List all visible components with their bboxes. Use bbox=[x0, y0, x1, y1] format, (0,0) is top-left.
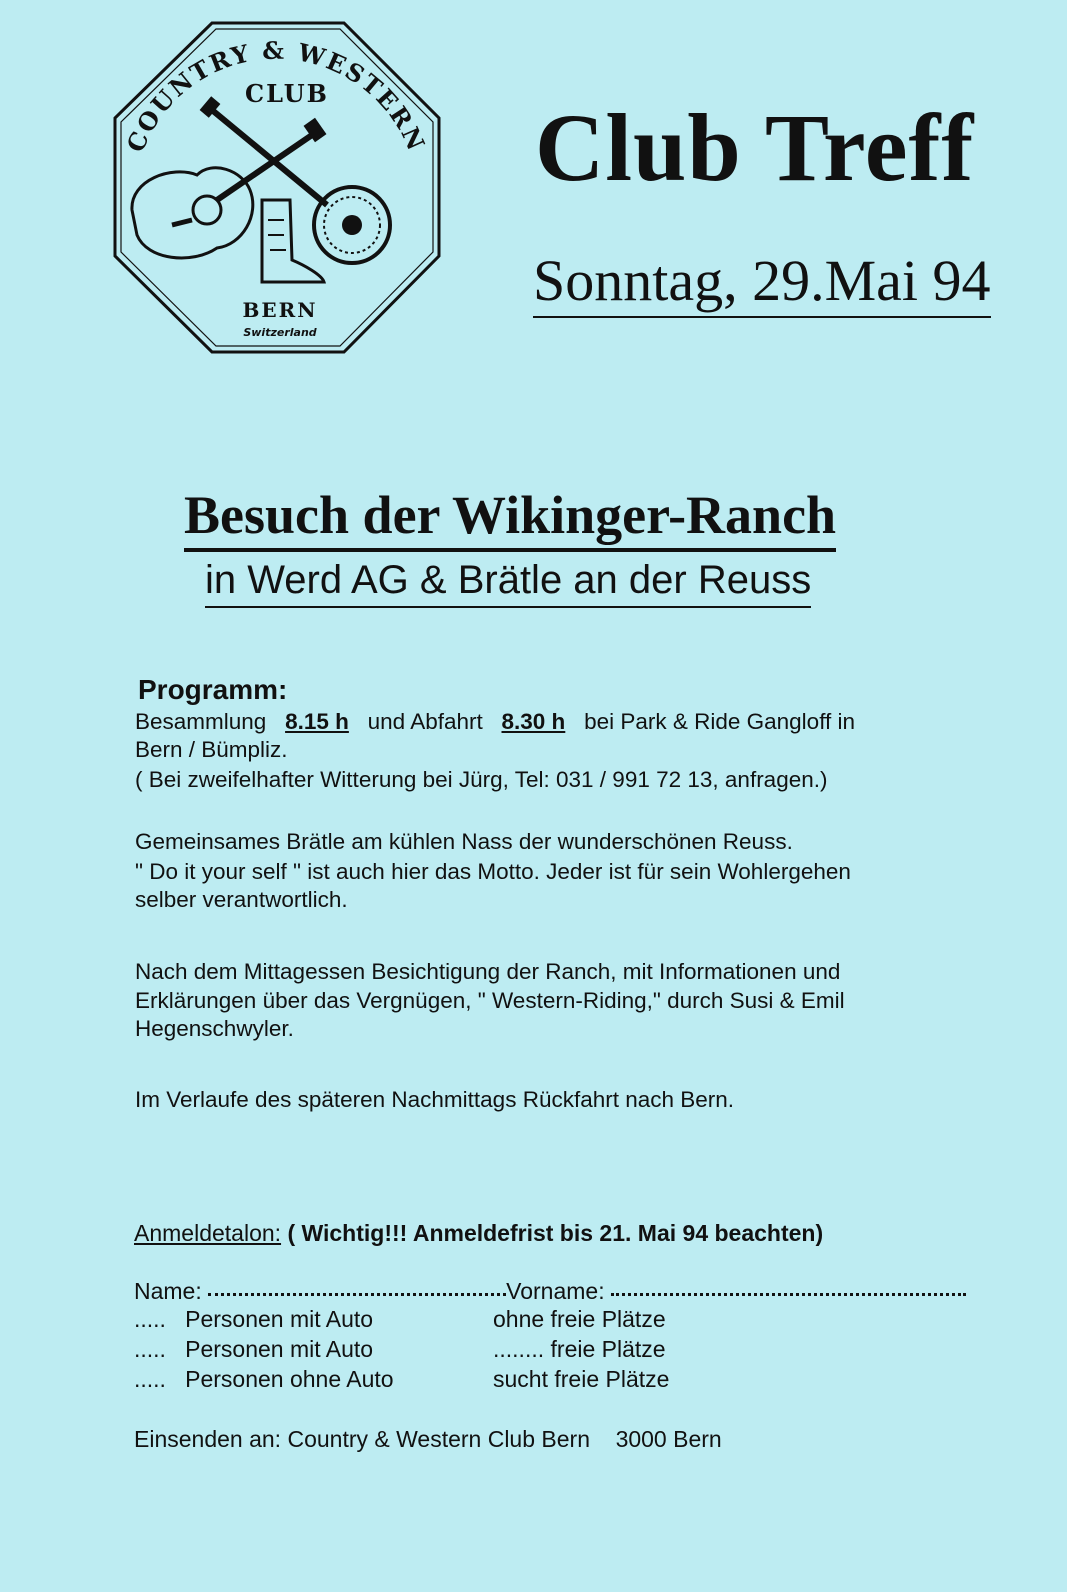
name-label: Name: bbox=[134, 1278, 202, 1304]
option-row-3: ..... Personen ohne Auto bbox=[134, 1366, 394, 1392]
send-to: Einsenden an: Country & Western Club Bern 3000 Bern bbox=[134, 1426, 722, 1452]
svg-text:Switzerland: Switzerland bbox=[243, 326, 317, 339]
count-field[interactable]: ..... bbox=[134, 1366, 166, 1392]
event-subtitle: in Werd AG & Brätle an der Reuss bbox=[205, 556, 811, 608]
registration-heading: Anmeldetalon: ( Wichtig!!! Anmeldefrist bis 21. Mai 94 beachten) bbox=[134, 1220, 824, 1246]
svg-text:BERN: BERN bbox=[242, 298, 318, 322]
deadline-notice: ( Wichtig!!! Anmeldefrist bis 21. Mai 94 beachten) bbox=[287, 1220, 824, 1246]
program-line-2: Bern / Bümpliz. bbox=[135, 737, 288, 762]
logo-octagon-icon bbox=[112, 20, 442, 355]
name-field[interactable] bbox=[208, 1293, 506, 1296]
program-heading: Programm: bbox=[138, 674, 288, 705]
count-field[interactable]: ..... bbox=[134, 1336, 166, 1362]
program-line-1: Besammlung 8.15 h und Abfahrt 8.30 h bei Park & Ride Gangloff in bbox=[135, 709, 856, 734]
seats-field[interactable]: ........ bbox=[493, 1336, 545, 1362]
paragraph-2-line-3: selber verantwortlich. bbox=[135, 887, 348, 912]
option-row-1: ..... Personen mit Auto bbox=[134, 1306, 374, 1332]
paragraph-4: Im Verlaufe des späteren Nachmittags Rückfahrt nach Bern. bbox=[135, 1087, 735, 1112]
guitar-icon bbox=[132, 118, 327, 258]
club-logo bbox=[112, 20, 442, 355]
event-title: Besuch der Wikinger-Ranch bbox=[184, 484, 836, 552]
vorname-field[interactable] bbox=[611, 1293, 966, 1296]
meeting-time: 8.15 h bbox=[285, 709, 349, 734]
option-row-3-right: sucht freie Plätze bbox=[493, 1366, 670, 1392]
paragraph-3-line-2: Erklärungen über das Vergnügen, " Western-Riding," durch Susi & Emil bbox=[135, 988, 845, 1013]
program-line-3: ( Bei zweifelhafter Witterung bei Jürg, Tel: 031 / 991 72 13, anfragen.) bbox=[135, 767, 828, 792]
event-date: Sonntag, 29.Mai 94 bbox=[533, 248, 991, 318]
banjo-icon bbox=[200, 96, 390, 263]
option-row-1-right: ohne freie Plätze bbox=[493, 1306, 666, 1332]
departure-time: 8.30 h bbox=[501, 709, 566, 734]
vorname-label: Vorname: bbox=[506, 1278, 605, 1304]
count-field[interactable]: ..... bbox=[134, 1306, 166, 1332]
svg-text:CLUB: CLUB bbox=[245, 79, 329, 108]
paragraph-3-line-1: Nach dem Mittagessen Besichtigung der Ranch, mit Informationen und bbox=[135, 959, 841, 984]
paragraph-2-line-1: Gemeinsames Brätle am kühlen Nass der wunderschönen Reuss. bbox=[135, 829, 793, 854]
paragraph-2-line-2: " Do it your self " ist auch hier das Motto. Jeder ist für sein Wohlergehen bbox=[135, 859, 851, 884]
option-row-2-right: ........ freie Plätze bbox=[493, 1336, 666, 1362]
name-row bbox=[134, 1276, 966, 1306]
option-row-2: ..... Personen mit Auto bbox=[134, 1336, 374, 1362]
svg-text:COUNTRY & WESTERN: COUNTRY & WESTERN bbox=[120, 35, 432, 157]
page-title: Club Treff bbox=[535, 94, 975, 201]
paragraph-3-line-3: Hegenschwyler. bbox=[135, 1016, 294, 1041]
